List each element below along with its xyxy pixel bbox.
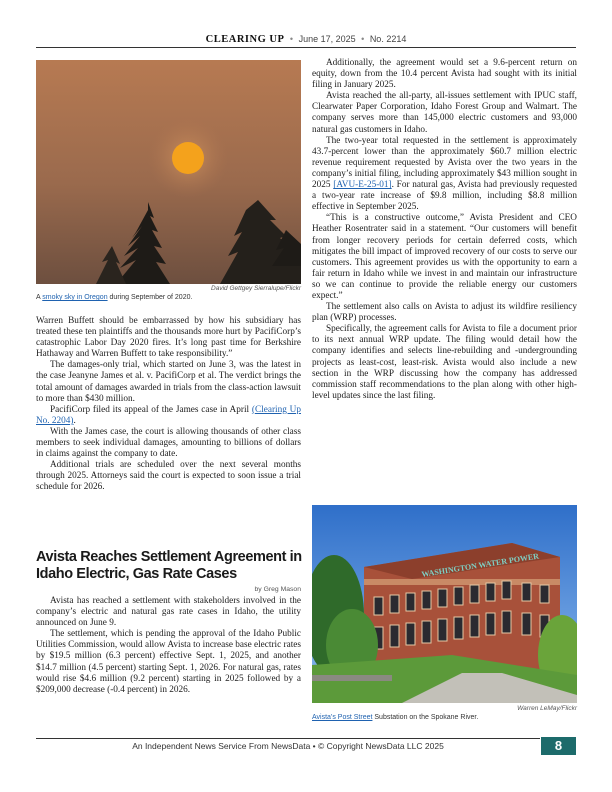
paragraph: Additional trials are scheduled over the next several months through 2025. Attorneys said the court is expected to soon issue a trial schedule for 2026.: [36, 460, 301, 493]
masthead-separator: •: [289, 34, 294, 44]
footer-text: An Independent News Service From NewsData • © Copyright NewsData LLC 2025: [132, 741, 444, 751]
paragraph-text: PacifiCorp filed its appeal of the James case in April: [50, 404, 252, 415]
masthead: [0, 34, 612, 45]
paragraph: “This is a constructive outcome,” Avista President and CEO Heather Rosentrater said in a statement. “Our customers will benefit from longer recovery periods for certain deferred costs, which mitigates the bill impact of improved recovery of our costs to serve our customers. This agreement provides us with the opportunity to earn a fair return in Idaho while we invest in and maintain our infrastructure so we can continue to provide the reliable energy our customers expect.”: [312, 213, 577, 301]
masthead-separator: •: [361, 34, 365, 44]
paragraph: Additionally, the agreement would set a 9.6-percent return on equity, down from the 10.4 percent Avista had sought with its initial filing in January 2025.: [312, 58, 577, 91]
issue-date: June 17, 2025: [298, 34, 356, 44]
byline: by Greg Mason: [254, 586, 301, 593]
caption-text: Substation on the Spokane River.: [372, 714, 479, 721]
paragraph: Avista has reached a settlement with stakeholders involved in the company’s electric and natural gas rate cases in Idaho, the utility announced on June 9.: [36, 596, 301, 629]
smoky-sky-photo: [36, 60, 301, 284]
clearing-up-2204-link[interactable]: (Clearing Up No. 2204): [36, 404, 301, 426]
post-street-substation-photo: [312, 505, 577, 703]
article-headline: Avista Reaches Settlement Agreement in Idaho Electric, Gas Rate Cases: [36, 549, 302, 582]
photo-credit: Warren LeMay/Flickr: [517, 705, 577, 712]
caption-text: during September of 2020.: [107, 294, 193, 301]
building-sign-text: WASHINGTON WATER POWER: [420, 551, 540, 579]
photo-caption: [312, 714, 577, 721]
paragraph: Avista reached the all-party, all-issues settlement with IPUC staff, Clearwater Paper Corporation, Idaho Forest Group and Walmart. The company serves more than 145,000 electric customers and 93,000 natural gas customers in Idaho.: [312, 91, 577, 135]
paragraph-text: The two-year total requested in the settlement is approximately 43.7-percent lower than the approximately $60.7 million electric revenue requirement requested by Avista over the two years in the company’s initial filing, including approximately $43 million sought in 2025: [312, 135, 577, 191]
left-column-story: [36, 316, 301, 494]
masthead-rule: [36, 47, 576, 48]
paragraph: Warren Buffett should be embarrassed by how his subsidiary has treated these ten plaintiffs and the thousands more hurt by PacifiCorp’s catastrophic Labor Day 2020 fires. It’s long past time for Berkshire Hathaway and Warren Buffett to take responsibility.”: [36, 316, 301, 360]
paragraph-text: .: [73, 415, 76, 426]
paragraph: The settlement, which is pending the approval of the Idaho Public Utilities Commission, would allow Avista to increase base electric rates by $19.5 million (6.3 percent) effective Sept. 1, 2025, and another $14.7 million (4.5 percent) starting Sept. 1, 2026. For natural gas, rates would rise $4.6 million (9.2 percent) starting in 2025 followed by a $209,000 decrease (-0.4 percent) in 2026.: [36, 629, 301, 695]
post-street-link[interactable]: Avista’s Post Street: [312, 714, 373, 721]
caption-text: A: [36, 294, 43, 301]
footer-rule: [36, 738, 540, 739]
paragraph: [36, 405, 301, 427]
photo-credit: David Gettgey Sierralupe/Flickr: [211, 285, 301, 292]
article-body-right: [312, 58, 577, 402]
paragraph-text: . For natural gas, Avista had previously requested a two-year rate increase of $9.8 million, including $8.8 million effective in September 2025.: [312, 180, 578, 213]
avu-e-25-01-link[interactable]: [AVU-E-25-01]: [333, 180, 392, 191]
paragraph: With the James case, the court is allowing thousands of other class members to seek individual damages, amounting to billions of dollars in claims against the company to date.: [36, 426, 301, 460]
issue-number: No. 2214: [369, 34, 407, 44]
smoky-sky-link[interactable]: smoky sky in Oregon: [42, 294, 108, 301]
paragraph: The settlement also calls on Avista to adjust its wildfire resiliency plan (WRP) processes.: [312, 302, 577, 324]
page-number-badge: 8: [541, 737, 576, 755]
paragraph: [312, 136, 577, 214]
publication-title: CLEARING UP: [205, 34, 285, 45]
photo-caption: [36, 294, 301, 301]
paragraph: The damages-only trial, which started on June 3, was the latest in the case Jeanyne James et al. v. PacifiCorp et al. The verdict brings the total amount of damages awarded in trials from the class-action lawsuit to more than $430 million.: [36, 360, 301, 404]
article-body-left: [36, 596, 301, 696]
paragraph: Specifically, the agreement calls for Avista to file a document prior to its next annual WRP update. The filing would detail how the company identifies and selects line-rebuilding and -undergrounding projects as least-cost, least-risk. Avista would also include a new section in the WRP discussing how the company has addressed commission staff recommendations to the plan along with other high-level updates since the last filing.: [312, 324, 577, 401]
